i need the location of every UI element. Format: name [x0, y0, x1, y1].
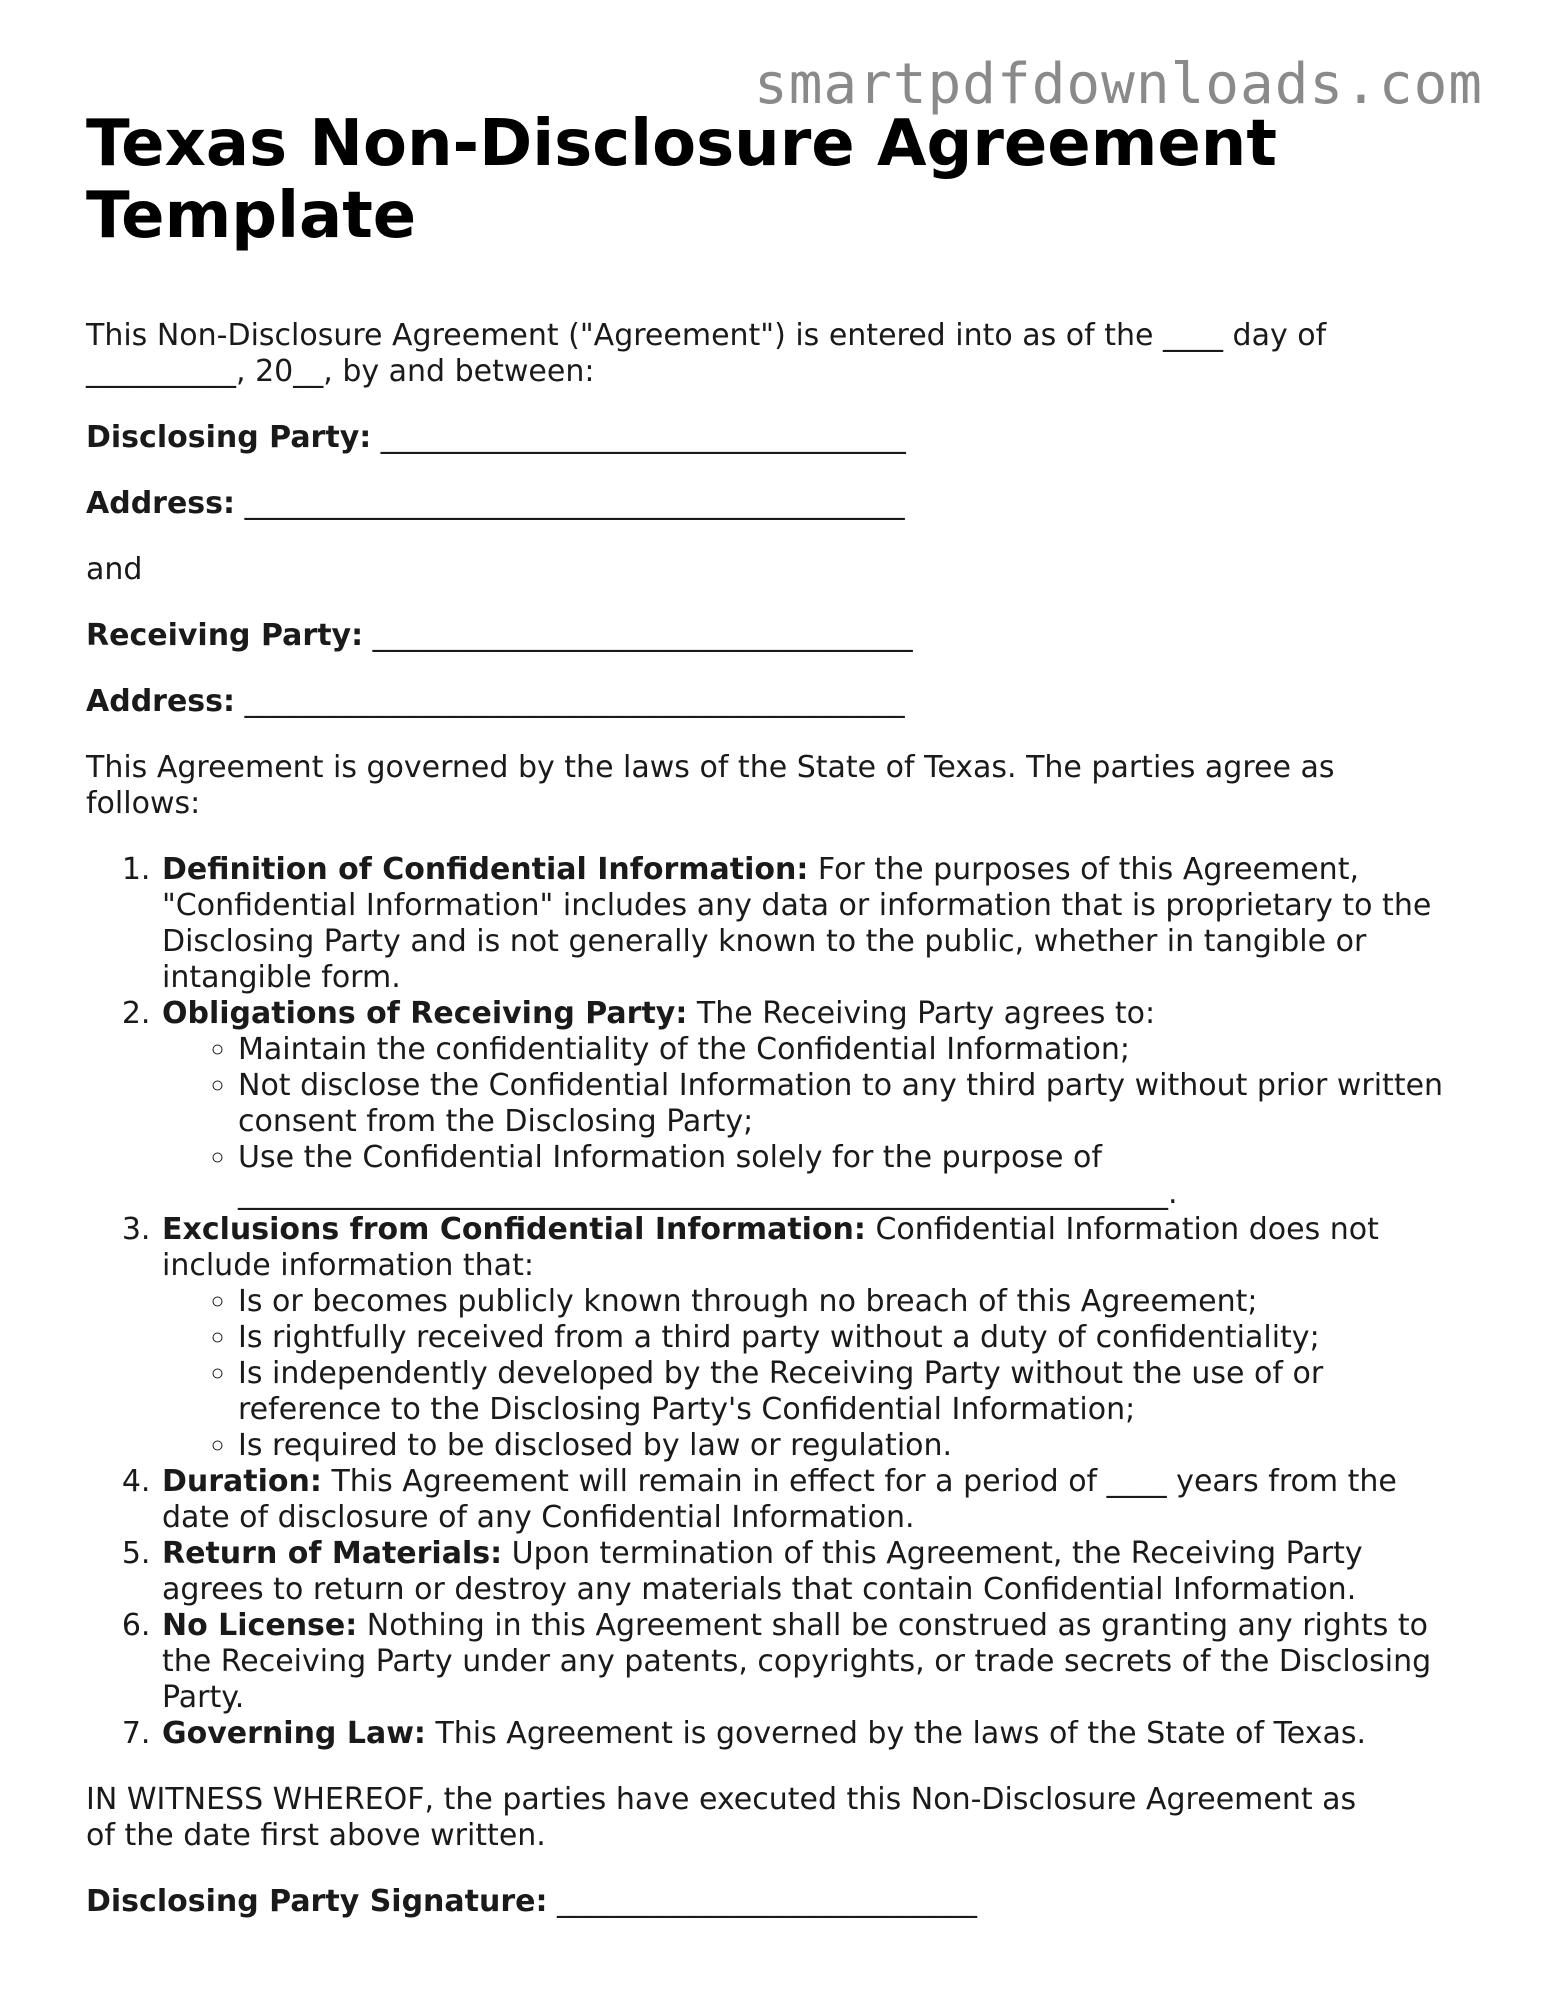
section-text: Confidential Information does not include information that: [162, 1212, 1379, 1283]
section-heading: Governing Law: [162, 1716, 426, 1751]
section-item [160, 1716, 1462, 1752]
section-item [160, 1212, 1462, 1464]
sub-list [162, 1284, 1462, 1464]
section-item [160, 996, 1462, 1212]
watermark: smartpdfdownloads.com [753, 52, 1483, 117]
disclosing-address-field [86, 486, 1466, 522]
document-page [86, 108, 1466, 1920]
receiving-address-field [86, 684, 1466, 720]
section-heading: Duration: [162, 1464, 322, 1499]
section-heading: Obligations of Receiving Party: [162, 996, 688, 1031]
section-item [160, 1608, 1462, 1716]
section-text: For the purposes of this Agreement, "Confidential Information" includes any data or information that is proprietary to the Disclosing Party and is not generally known to the public, whether in tangible or intangible form. [162, 852, 1432, 995]
section-item [160, 1536, 1462, 1608]
sub-item: ◦ Is rightfully received from a third party without a duty of confidentiality; [238, 1320, 1462, 1356]
governed-paragraph: This Agreement is governed by the laws of the State of Texas. The parties agree as follows: [86, 750, 1335, 821]
disclosing-party-label: Disclosing Party: [86, 420, 372, 455]
section-heading: Exclusions from Confidential Information: [162, 1212, 866, 1247]
disclosing-address-label: Address: [86, 486, 236, 521]
section-item [160, 852, 1462, 996]
signature-field [86, 1884, 1466, 1920]
intro-paragraph: This Non-Disclosure Agreement ("Agreement") is entered into as of the ____ day of __________, 20__, by and between: [86, 318, 1327, 389]
receiving-party-field [86, 618, 1466, 654]
sub-item: ◦ Is required to be disclosed by law or regulation. [238, 1428, 1462, 1464]
and-text: and [86, 552, 143, 587]
signature-blank: ____________________________ [557, 1884, 978, 1919]
section-heading: No License: [162, 1608, 358, 1643]
receiving-address-blank: ____________________________________________ [244, 684, 905, 719]
disclosing-party-blank: ___________________________________ [380, 420, 906, 455]
sub-item: ◦ Is independently developed by the Receiving Party without the use of or reference to the Disclosing Party's Confidential Information; [238, 1356, 1462, 1428]
witness-paragraph: IN WITNESS WHEREOF, the parties have executed this Non-Disclosure Agreement as of the date first above written. [86, 1782, 1357, 1853]
receiving-party-label: Receiving Party: [86, 618, 364, 653]
section-heading: Return of Materials: [162, 1536, 503, 1571]
sub-item: ◦ Use the Confidential Information solely for the purpose of ______________________________________________________________. [238, 1140, 1462, 1212]
sections-list [86, 852, 1462, 1752]
section-text: Upon termination of this Agreement, the Receiving Party agrees to return or destroy any materials that contain Confidential Information. [162, 1536, 1363, 1607]
signature-label: Disclosing Party Signature: [86, 1884, 548, 1919]
sub-item: ◦ Is or becomes publicly known through no breach of this Agreement; [238, 1284, 1462, 1320]
sub-list [162, 1032, 1462, 1212]
section-heading: Definition of Confidential Information: [162, 852, 809, 887]
sub-item: ◦ Maintain the confidentiality of the Confidential Information; [238, 1032, 1462, 1068]
section-text: The Receiving Party agrees to: [696, 996, 1156, 1031]
section-text: This Agreement is governed by the laws of the State of Texas. [435, 1716, 1367, 1751]
disclosing-address-blank: ____________________________________________ [244, 486, 905, 521]
section-text: This Agreement will remain in effect for a period of ____ years from the date of disclosure of any Confidential Information. [162, 1464, 1397, 1535]
section-text: Nothing in this Agreement shall be construed as granting any rights to the Receiving Party under any patents, copyrights, or trade secrets of the Disclosing Party. [162, 1608, 1432, 1715]
page-title: Texas Non-Disclosure Agreement Template [86, 107, 1277, 253]
sub-item: ◦ Not disclose the Confidential Information to any third party without prior written consent from the Disclosing Party; [238, 1068, 1462, 1140]
receiving-party-blank: ____________________________________ [372, 618, 913, 653]
receiving-address-label: Address: [86, 684, 236, 719]
disclosing-party-field [86, 420, 1466, 456]
section-item [160, 1464, 1462, 1536]
